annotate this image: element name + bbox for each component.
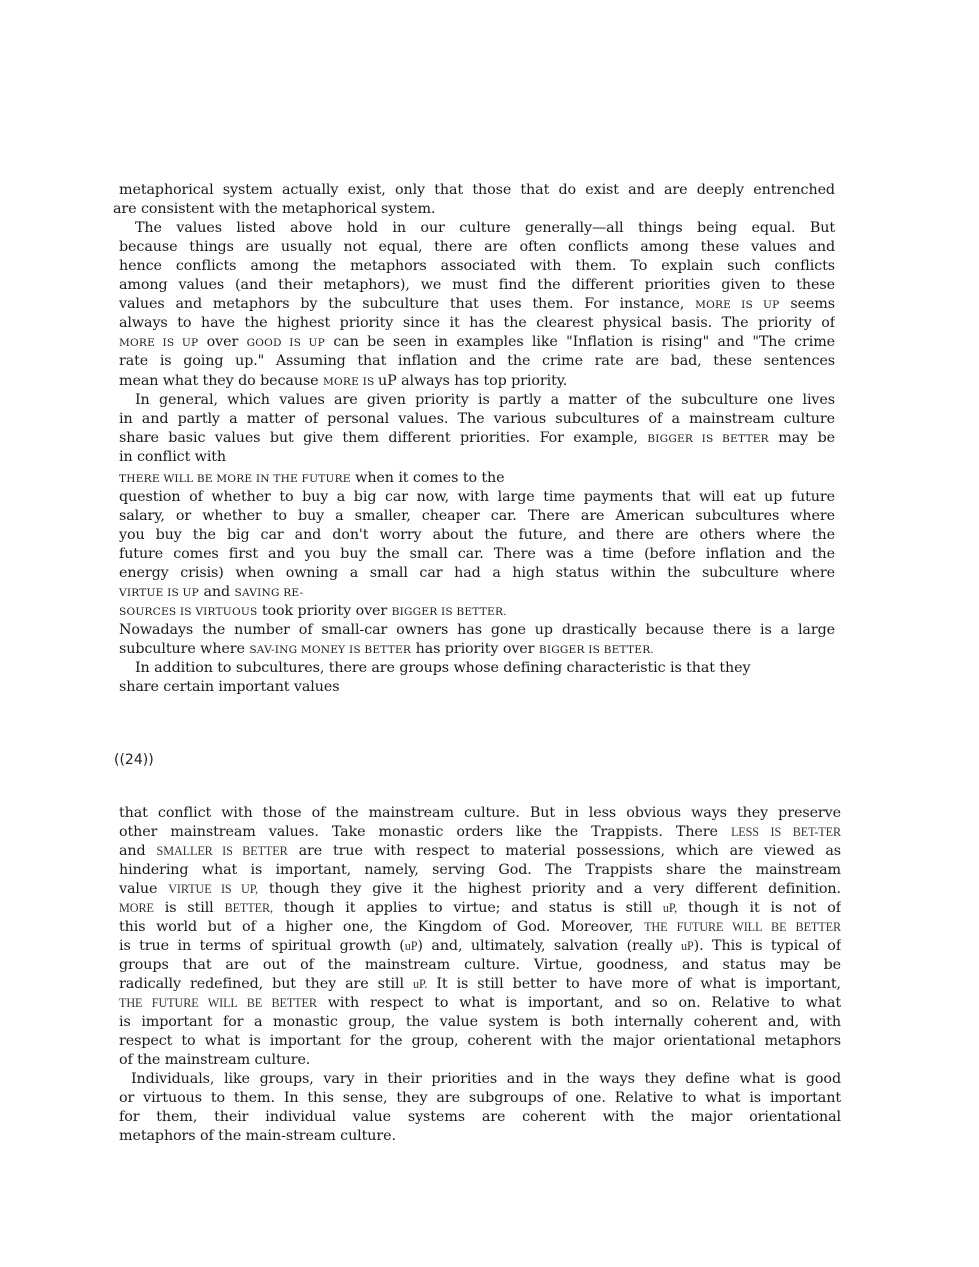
text-line bbox=[119, 526, 835, 545]
text-line bbox=[119, 1108, 841, 1127]
text-run: among values (and their metaphors), we must find the different priorities given to these bbox=[119, 277, 835, 293]
text-run: future comes first and you buy the small car. There was a time (before inflation and the bbox=[119, 546, 835, 562]
text-run: took priority over bbox=[257, 603, 392, 619]
text-line bbox=[119, 880, 841, 899]
text-run: can be seen in examples like "Inflation is rising" and "The crime bbox=[324, 334, 835, 350]
small-caps-term: SMALLER IS BETTER bbox=[156, 844, 288, 858]
text-run: you buy the big car and don't worry about the future, and there are others where the bbox=[119, 527, 835, 543]
small-caps-term: THERE WILL BE MORE IN THE FUTURE bbox=[119, 473, 351, 485]
text-line bbox=[119, 507, 835, 526]
small-caps-term: MORE bbox=[119, 901, 154, 915]
small-caps-term: SAVING RE- bbox=[234, 587, 304, 599]
text-line bbox=[119, 1127, 396, 1146]
small-caps-term: MORE IS bbox=[323, 376, 379, 388]
text-line bbox=[119, 372, 567, 392]
text-line bbox=[119, 678, 339, 697]
text-run: salary, or whether to buy a smaller, cheaper car. There are American subcultures where bbox=[119, 508, 835, 524]
text-line bbox=[119, 640, 654, 660]
text-run: is still bbox=[153, 900, 225, 916]
text-line bbox=[119, 899, 841, 918]
text-run: or virtuous to them. In this sense, they are subgroups of one. Relative to what is important bbox=[119, 1090, 841, 1106]
page-number: ((24)) bbox=[114, 752, 154, 768]
small-caps-term: MORE IS UP bbox=[695, 299, 780, 311]
text-run: hence conflicts among the metaphors associated with them. To explain such conflicts bbox=[119, 258, 835, 274]
text-line bbox=[119, 861, 841, 880]
small-caps-term: VIRTUE IS UP bbox=[119, 587, 199, 599]
small-caps-term: uP. bbox=[413, 977, 428, 991]
text-run: are true with respect to material possessions, which are viewed as bbox=[287, 843, 841, 859]
text-line bbox=[119, 410, 835, 429]
text-line bbox=[119, 956, 841, 975]
text-run: always has top priority. bbox=[396, 373, 568, 389]
text-line bbox=[119, 1051, 310, 1070]
text-line bbox=[135, 219, 835, 238]
text-line bbox=[131, 1070, 841, 1089]
text-run: values and metaphors by the subculture that uses them. For instance, bbox=[119, 296, 696, 312]
text-line bbox=[119, 1013, 841, 1032]
text-run: seems bbox=[779, 296, 835, 312]
text-run: is important for a monastic group, the value system is both internally coherent and, with bbox=[119, 1014, 841, 1030]
text-run: in conflict with bbox=[119, 449, 227, 465]
text-run: metaphors of the main-stream culture. bbox=[119, 1128, 396, 1144]
text-line bbox=[119, 295, 835, 314]
text-run: though they give it the highest priority and a very different definition. bbox=[257, 881, 841, 897]
text-line bbox=[119, 583, 303, 603]
text-run: this world but of a higher one, the Kingdom of God. Moreover, bbox=[119, 919, 645, 935]
text-run: In general, which values are given priority is partly a matter of the subculture one lives bbox=[135, 392, 835, 408]
small-caps-term: uP bbox=[404, 939, 418, 953]
text-line bbox=[113, 200, 435, 219]
small-caps-term: VIRTUE IS UP, bbox=[168, 882, 258, 896]
text-line bbox=[135, 391, 835, 410]
text-line bbox=[119, 469, 505, 489]
text-run: The values listed above hold in our culture generally—all things being equal. But bbox=[135, 220, 835, 236]
text-run: has priority over bbox=[411, 641, 539, 657]
text-line bbox=[135, 659, 750, 678]
text-line bbox=[119, 564, 835, 583]
text-line bbox=[119, 823, 841, 842]
text-line bbox=[119, 181, 835, 200]
text-line bbox=[119, 975, 841, 994]
text-run: energy crisis) when owning a small car had a high status within the subculture where bbox=[119, 565, 835, 581]
text-run: rate is going up." Assuming that inflation and the crime rate are bad, these sentences bbox=[119, 353, 835, 369]
small-caps-term: SOURCES IS VIRTUOUS bbox=[119, 606, 258, 618]
text-run: It is still better to have more of what is important, bbox=[427, 976, 841, 992]
small-caps-term: LESS IS BET-TER bbox=[730, 825, 841, 839]
text-run: and bbox=[199, 584, 235, 600]
small-caps-term: SAV-ING MONEY IS BETTER bbox=[249, 644, 412, 656]
text-line bbox=[119, 276, 835, 295]
text-line bbox=[119, 1032, 841, 1051]
text-line bbox=[119, 918, 841, 937]
text-line bbox=[119, 257, 835, 276]
small-caps-term: uP bbox=[680, 939, 694, 953]
text-line bbox=[119, 842, 841, 861]
text-run: share basic values but give them different priorities. For example, bbox=[119, 430, 648, 446]
small-caps-term: GOOD IS UP bbox=[246, 337, 325, 349]
text-run: subculture where bbox=[119, 641, 250, 657]
text-run: though it applies to virtue; and status is still bbox=[272, 900, 663, 916]
text-run: when it comes to the bbox=[350, 470, 505, 486]
text-run: value bbox=[119, 881, 169, 897]
text-line bbox=[119, 352, 835, 371]
small-caps-term: BETTER, bbox=[224, 901, 273, 915]
text-line bbox=[119, 602, 507, 622]
text-run: Individuals, like groups, vary in their priorities and in the ways they define what is good bbox=[131, 1071, 841, 1087]
small-caps-term: BIGGER IS BETTER bbox=[647, 433, 769, 445]
text-run: groups that are out of the mainstream culture. Virtue, goodness, and status may be bbox=[119, 957, 841, 973]
text-run: question of whether to buy a big car now, with large time payments that will eat up future bbox=[119, 489, 835, 505]
text-line bbox=[119, 1089, 841, 1108]
text-line bbox=[119, 937, 841, 956]
text-run: respect to what is important for the group, coherent with the major orientational metaphors bbox=[119, 1033, 841, 1049]
small-caps-term: uP, bbox=[662, 901, 678, 915]
text-run: In addition to subcultures, there are groups whose defining characteristic is that they bbox=[135, 660, 751, 676]
text-run: share certain important values bbox=[119, 679, 340, 695]
text-run: in and partly a matter of personal values. The various subcultures of a mainstream culture bbox=[119, 411, 835, 427]
text-line bbox=[119, 804, 841, 823]
text-run: with respect to what is important, and so on. Relative to what bbox=[316, 995, 841, 1011]
text-run: of the mainstream culture. bbox=[119, 1052, 311, 1068]
text-line bbox=[119, 994, 841, 1013]
text-run: Nowadays the number of small-car owners has gone up drastically because there is a large bbox=[119, 622, 835, 638]
text-line bbox=[119, 488, 835, 507]
small-caps-term: THE FUTURE WILL BE BETTER bbox=[644, 920, 841, 934]
text-run: for them, their individual value systems are coherent with the major orientational bbox=[119, 1109, 841, 1125]
text-line bbox=[119, 448, 226, 467]
text-run: though it is not of bbox=[677, 900, 841, 916]
text-line bbox=[119, 238, 835, 257]
text-line bbox=[119, 621, 835, 640]
text-line bbox=[119, 333, 835, 352]
text-run: metaphorical system actually exist, only that those that do exist and are deeply entrenched bbox=[119, 182, 835, 198]
text-run: other mainstream values. Take monastic orders like the Trappists. There bbox=[119, 824, 731, 840]
text-run: uP bbox=[378, 373, 397, 389]
text-line bbox=[119, 545, 835, 564]
small-caps-term: BIGGER IS BETTER. bbox=[538, 644, 654, 656]
text-run: that conflict with those of the mainstream culture. But in less obvious ways they preserve bbox=[119, 805, 841, 821]
text-run: always to have the highest priority since it has the clearest physical basis. The priority of bbox=[119, 315, 835, 331]
text-line bbox=[119, 314, 835, 333]
text-run: hindering what is important, namely, serving God. The Trappists share the mainstream bbox=[119, 862, 841, 878]
text-run: because things are usually not equal, there are often conflicts among these values and bbox=[119, 239, 835, 255]
small-caps-term: MORE IS UP bbox=[119, 337, 199, 349]
text-run: ) and, ultimately, salvation (really bbox=[417, 938, 681, 954]
text-run: is true in terms of spiritual growth ( bbox=[119, 938, 405, 954]
small-caps-term: THE FUTURE WILL BE BETTER bbox=[119, 996, 317, 1010]
text-run: ). This is typical of bbox=[693, 938, 841, 954]
text-run: radically redefined, but they are still bbox=[119, 976, 414, 992]
small-caps-term: BIGGER IS BETTER. bbox=[391, 606, 507, 618]
text-run: may be bbox=[768, 430, 835, 446]
text-line bbox=[119, 429, 835, 448]
text-run: are consistent with the metaphorical system. bbox=[113, 201, 436, 217]
text-run: over bbox=[198, 334, 247, 350]
text-run: and bbox=[119, 843, 157, 859]
text-run: mean what they do because bbox=[119, 373, 323, 389]
